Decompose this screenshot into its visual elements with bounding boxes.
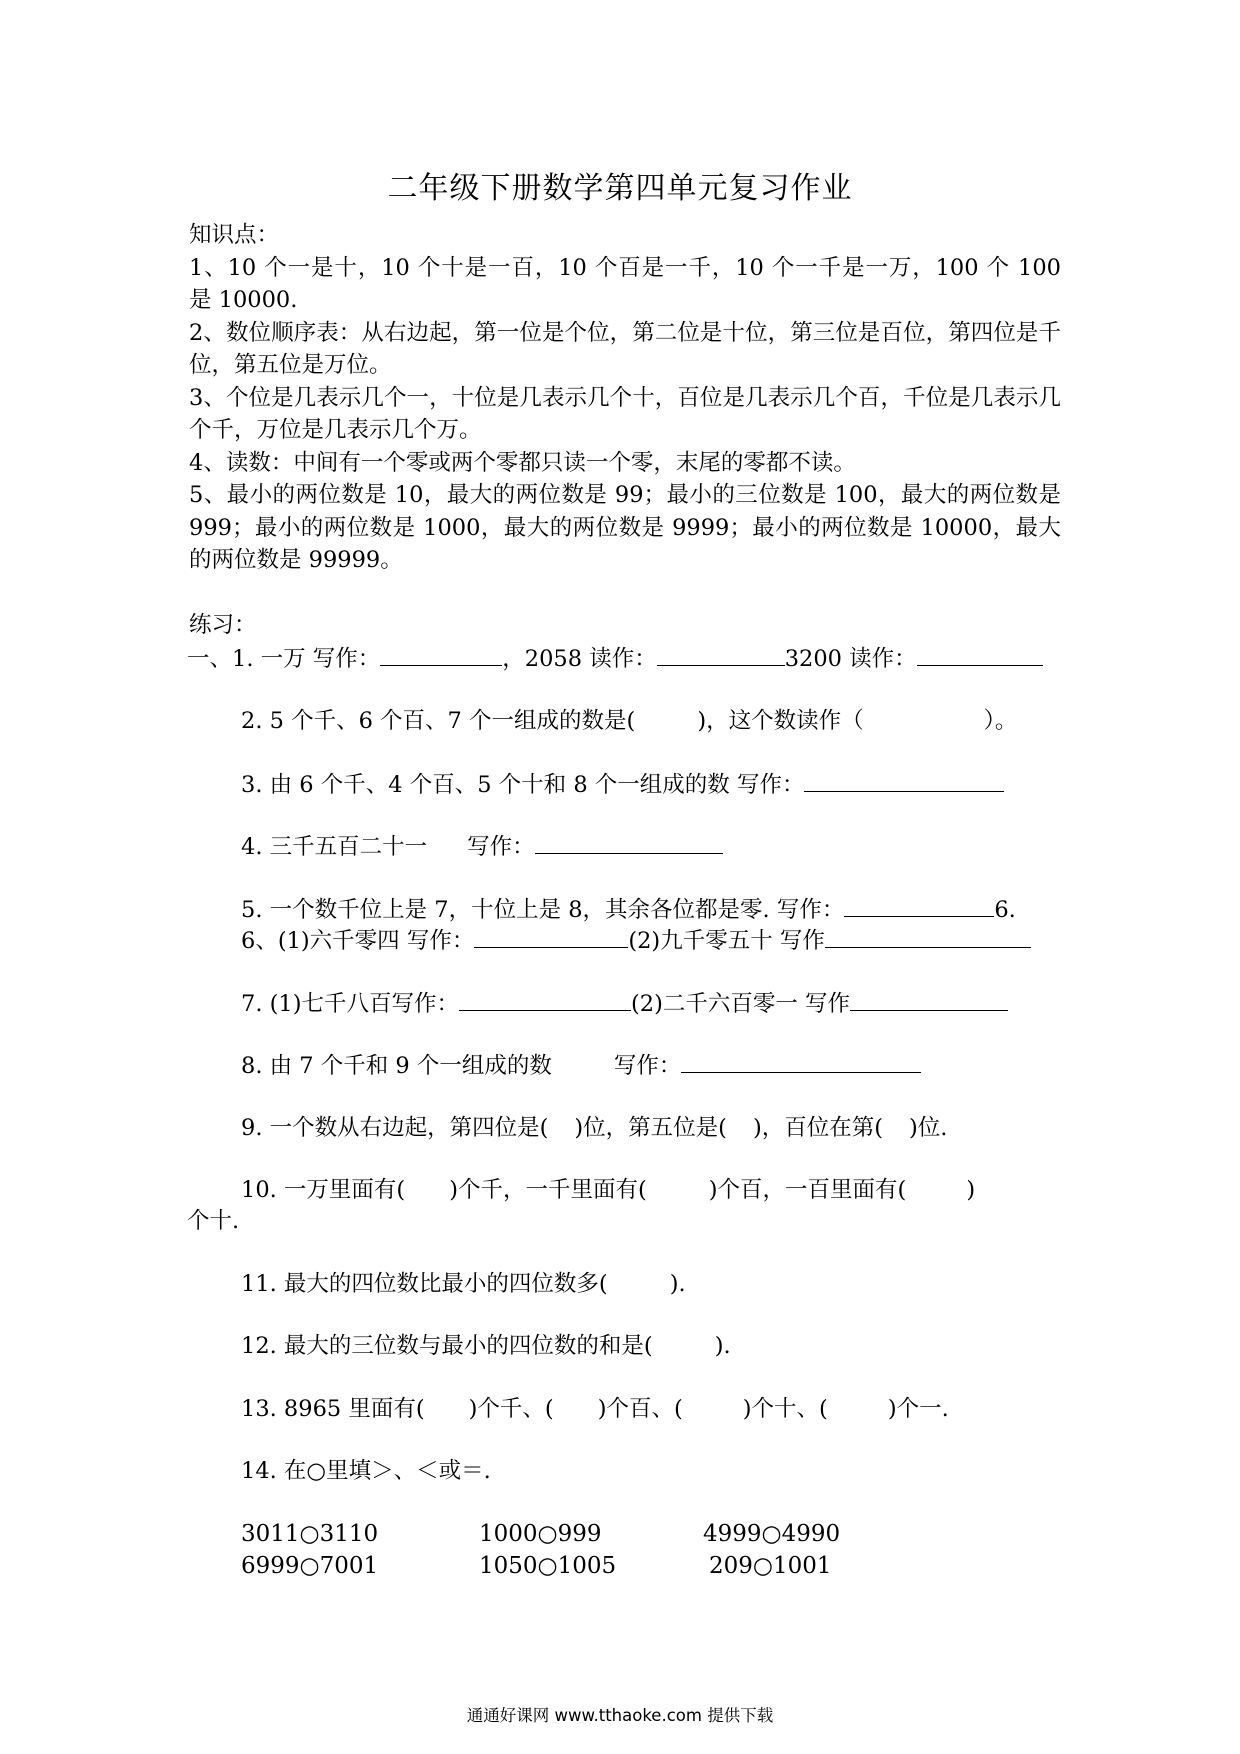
question-text: 2. 5 个千、6 个百、7 个一组成的数是(	[241, 708, 636, 734]
answer-blank[interactable]	[681, 1050, 921, 1073]
question-text: ）。	[983, 708, 1018, 734]
question-1	[187, 643, 1043, 674]
knowledge-point: 3、个位是几表示几个一，十位是几表示几个十，百位是几表示几个百，千位是几表示几个千，万位是几表示几个万。	[189, 384, 1061, 443]
knowledge-point: 4、读数：中间有一个零或两个零都只读一个零，末尾的零都不读。	[189, 449, 856, 476]
answer-blank[interactable]	[459, 988, 631, 1011]
answer-blank[interactable]	[844, 894, 994, 917]
question-text: 4. 三千五百二十一	[241, 834, 428, 860]
question-text: )，这个数读作（	[697, 708, 864, 734]
page-footer: 通通好课网 www.tthaoke.com 提供下载	[466, 1706, 774, 1725]
question-text: 10. 一万里面有(	[241, 1177, 406, 1203]
exercise-heading: 练习：	[189, 612, 257, 638]
question-text: (2)二千六百零一 写作	[631, 991, 851, 1017]
question-3	[241, 769, 1004, 800]
question-text: 12. 最大的三位数与最小的四位数的和是(	[241, 1333, 653, 1359]
question-14	[241, 1456, 491, 1486]
comparison-item[interactable]: 209○1001	[709, 1553, 832, 1579]
question-10	[241, 1175, 975, 1205]
question-text: 一、1. 一万 写作：	[187, 646, 381, 672]
answer-blank[interactable]	[917, 643, 1043, 666]
question-text: )个千、(	[468, 1396, 554, 1422]
question-text: 9. 一个数从右边起，第四位是(	[241, 1115, 549, 1141]
question-text: 13. 8965 里面有(	[241, 1396, 425, 1422]
answer-blank[interactable]	[535, 831, 723, 854]
question-text: )位，第五位是(	[574, 1115, 727, 1141]
exercise-section	[187, 609, 1061, 1579]
knowledge-point: 2、数位顺序表：从右边起，第一位是个位，第二位是十位，第三位是百位，第四位是千位，第五位是万位。	[189, 319, 1061, 378]
question-text: 7. (1)七千八百写作：	[241, 991, 459, 1017]
answer-blank[interactable]	[804, 769, 1004, 792]
question-text: )	[966, 1177, 976, 1203]
comparison-item[interactable]: 6999○7001	[241, 1553, 379, 1579]
knowledge-point: 5、最小的两位数是 10，最大的两位数是 99；最小的三位数是 100，最大的两位数是 999；最小的两位数是 1000，最大的两位数是 9999；最小的两位数是 10000，最大的两位数是 99999。	[189, 482, 1061, 573]
question-text: 11. 最大的四位数比最小的四位数多(	[241, 1271, 608, 1297]
comparison-item[interactable]: 1050○1005	[479, 1553, 617, 1579]
knowledge-point: 1、10 个一是十，10 个十是一百，10 个百是一千，10 个一千是一万，100 个 100 是 10000.	[189, 254, 1061, 313]
comparison-item[interactable]: 4999○4990	[703, 1521, 841, 1547]
knowledge-heading: 知识点：	[189, 222, 280, 248]
answer-blank[interactable]	[380, 643, 502, 666]
question-9	[241, 1113, 947, 1143]
comparison-item[interactable]: 3011○3110	[241, 1521, 379, 1547]
question-text: 写作：	[467, 834, 535, 860]
question-text: 8. 由 7 个千和 9 个一组成的数	[241, 1053, 552, 1079]
page-title: 二年级下册数学第四单元复习作业	[387, 171, 853, 206]
question-text: ).	[714, 1333, 731, 1359]
answer-blank[interactable]	[657, 643, 785, 666]
question-2	[241, 706, 1017, 736]
question-text: 写作：	[613, 1053, 682, 1079]
question-text: 3. 由 6 个千、4 个百、5 个十和 8 个一组成的数 写作：	[241, 772, 805, 798]
question-text: 14. 在○里填＞、＜或＝.	[241, 1458, 491, 1484]
question-text: )个百，一百里面有(	[708, 1177, 907, 1203]
question-text: )位.	[909, 1115, 948, 1141]
question-6	[241, 925, 1031, 956]
comparison-item[interactable]: 1000○999	[479, 1521, 602, 1547]
question-text: ，2058 读作：	[502, 646, 657, 672]
question-text: 5. 一个数千位上是 7，十位上是 8，其余各位都是零. 写作：	[241, 897, 845, 923]
question-text: )个一.	[887, 1396, 949, 1422]
question-10-continued	[187, 1206, 239, 1236]
question-text: 6、(1)六千零四 写作：	[241, 928, 475, 954]
question-text: )个十、(	[742, 1396, 828, 1422]
question-text: )个百、(	[597, 1396, 683, 1422]
question-text: 3200 读作：	[784, 646, 917, 672]
question-text: )个千，一千里面有(	[449, 1177, 647, 1203]
question-5	[241, 894, 1016, 925]
answer-blank[interactable]	[850, 988, 1008, 1011]
answer-blank[interactable]	[474, 925, 628, 948]
question-text: 6.	[994, 897, 1016, 923]
knowledge-section	[189, 219, 1061, 577]
question-11	[241, 1269, 686, 1299]
question-8	[241, 1050, 921, 1081]
question-4	[241, 831, 723, 862]
question-text: )，百位在第(	[752, 1115, 884, 1141]
answer-blank[interactable]	[825, 925, 1031, 948]
question-13	[241, 1394, 949, 1424]
question-7	[241, 988, 1008, 1019]
question-12	[241, 1331, 731, 1361]
question-text: (2)九千零五十 写作	[628, 928, 825, 954]
question-text: ).	[669, 1271, 686, 1297]
question-text: 个十.	[187, 1208, 240, 1234]
